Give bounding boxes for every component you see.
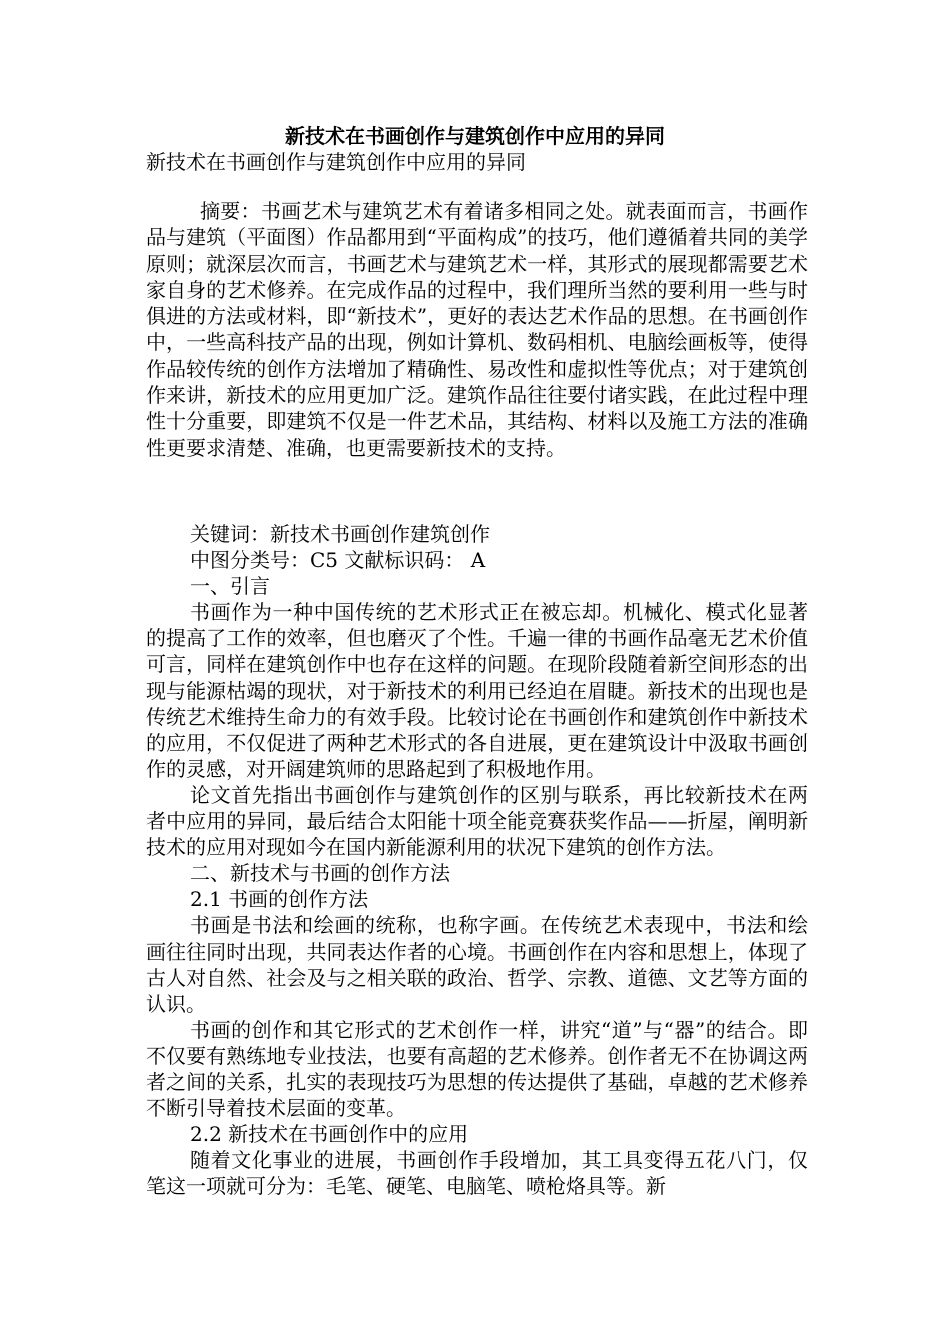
document-body (146, 521, 808, 1199)
body-paragraph: 书画是书法和绘画的统称，也称字画。在传统艺术表现中，书法和绘画往往同时出现，共同表达作者的心境。书画创作在内容和思想上，体现了古人对自然、社会及与之相关联的政治、哲学、宗教、道德、文艺等方面的认识。 (146, 913, 808, 1016)
section-heading-introduction: 一、引言 (190, 574, 270, 599)
classification-line: 中图分类号：C5 文献标识码： A (190, 548, 486, 573)
body-paragraph: 随着文化事业的进展，书画创作手段增加，其工具变得五花八门，仅笔这一项就可分为：毛笔、硬笔、电脑笔、喷枪烙具等。新 (146, 1148, 808, 1199)
abstract-paragraph: 摘要：书画艺术与建筑艺术有着诸多相同之处。就表面而言，书画作品与建筑（平面图）作品都用到“平面构成”的技巧，他们遵循着共同的美学原则；就深层次而言，书画艺术与建筑艺术一样，其形式的展现都需要艺术家自身的艺术修养。在完成作品的过程中，我们理所当然的要利用一些与时俱进的方法或材料，即“新技术”，更好的表达艺术作品的思想。在书画创作中，一些高科技产品的出现，例如计算机、数码相机、电脑绘画板等，使得作品较传统的创作方法增加了精确性、易改性和虚拟性等优点；对于建筑创作来讲，新技术的应用更加广泛。建筑作品往往要付诸实践，在此过程中理性十分重要，即建筑不仅是一件艺术品，其结构、材料以及施工方法的准确性更要求清楚、准确，也更需要新技术的支持。 (146, 199, 808, 460)
subsection-heading-2-1: 2.1 书画的创作方法 (190, 887, 369, 912)
keywords-line: 关键词：新技术书画创作建筑创作 (190, 522, 490, 546)
body-paragraph: 书画的创作和其它形式的艺术创作一样，讲究“道”与“器”的结合。即不仅要有熟练地专业技法，也要有高超的艺术修养。创作者无不在协调这两者之间的关系，扎实的表现技巧为思想的传达提供了基础，卓越的艺术修养不断引导着技术层面的变革。 (146, 1017, 808, 1121)
subsection-heading-2-2: 2.2 新技术在书画创作中的应用 (190, 1122, 469, 1147)
body-paragraph: 书画作为一种中国传统的艺术形式正在被忘却。机械化、模式化显著的提高了工作的效率，但也磨灭了个性。千遍一律的书画作品毫无艺术价值可言，同样在建筑创作中也存在这样的问题。在现阶段随着新空间形态的出现与能源枯竭的现状，对于新技术的利用已经迫在眉睫。新技术的出现也是传统艺术维持生命力的有效手段。比较讨论在书画创作和建筑创作中新技术的应用，不仅促进了两种艺术形式的各自进展，更在建筑设计中汲取书画创作的灵感，对开阔建筑师的思路起到了积极地作用。 (146, 600, 808, 781)
section-heading-new-tech-painting: 二、新技术与书画的创作方法 (190, 861, 450, 886)
document-title: 新技术在书画创作与建筑创作中应用的异同 (285, 124, 665, 148)
body-paragraph: 论文首先指出书画创作与建筑创作的区别与联系，再比较新技术在两者中应用的异同，最后结合太阳能十项全能竞赛获奖作品——折屋，阐明新技术的应用对现如今在国内新能源利用的状况下建筑的创作方法。 (146, 782, 808, 860)
document-subtitle: 新技术在书画创作与建筑创作中应用的异同 (146, 150, 526, 174)
